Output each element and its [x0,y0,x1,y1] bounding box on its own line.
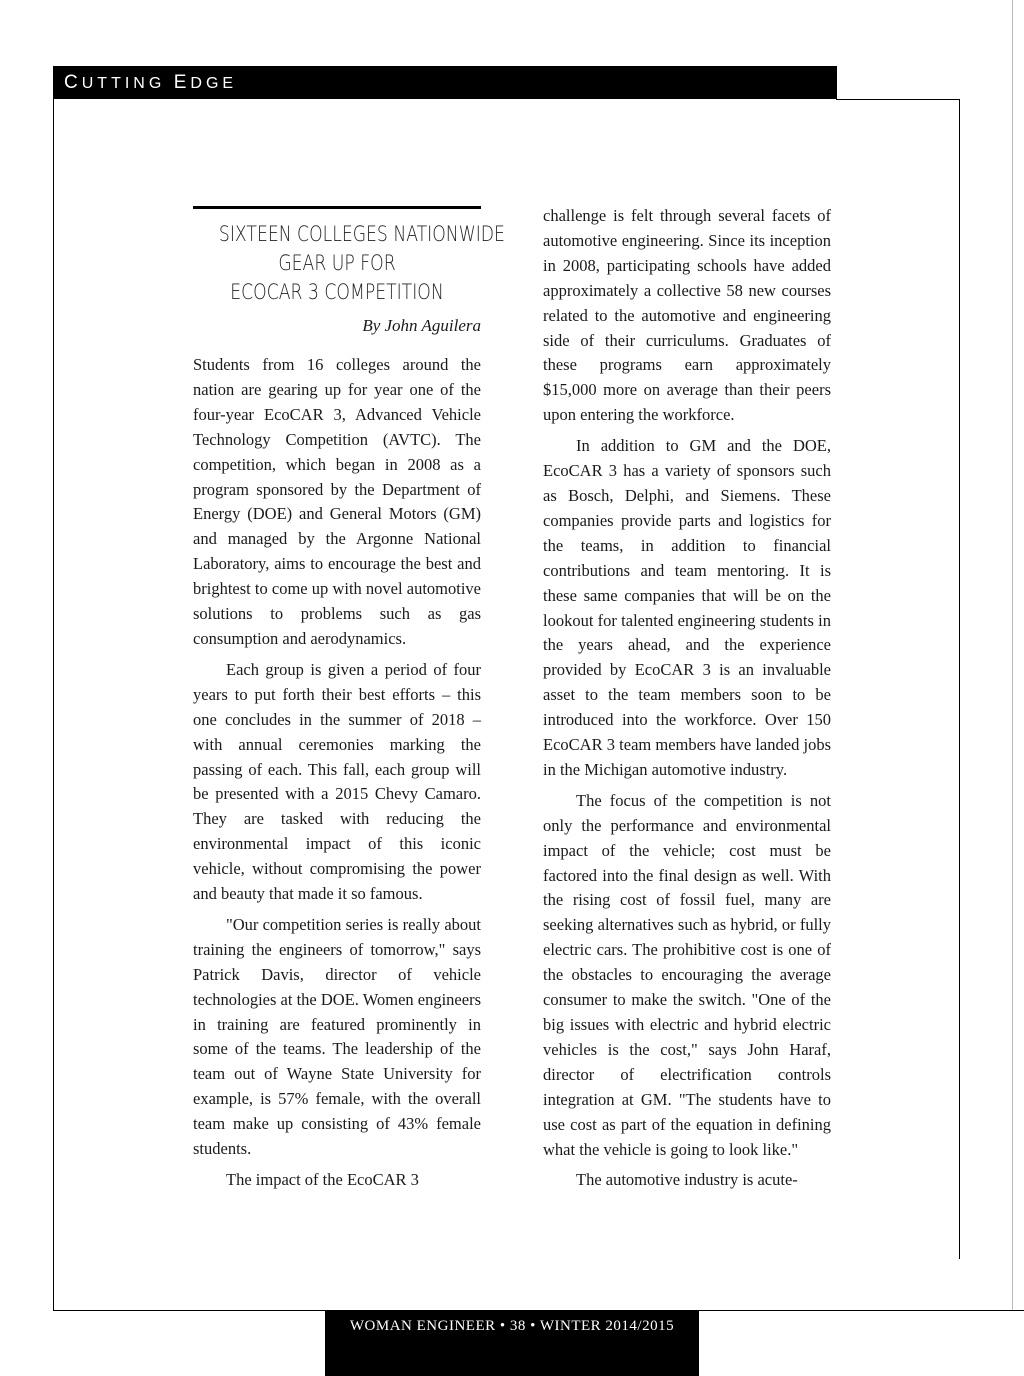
article-column-2 [543,204,831,1199]
page-footer: WOMAN ENGINEER • 38 • WINTER 2014/2015 [325,1311,699,1376]
section-label: CUTTING EDGE [64,72,238,93]
headline-line: SIXTEEN COLLEGES NATIONWIDE [218,222,505,246]
article-column-1 [193,353,481,1199]
paragraph: challenge is felt through several facets of automotive engineering. Since its inception in 2008, participating schools have added approximately a collective 58 new courses related to the automotive and engineering side of their curriculums. Graduates of these programs earn approximately $15,000 more on average than their peers upon entering the workforce. [543,206,831,425]
headline-rule [193,206,481,209]
frame-border-top [836,99,960,100]
paragraph: The focus of the competition is not only the performance and environmental impact of the vehicle; cost must be factored into the final design as well. With the rising cost of fossil fuel, many are seeking alternatives such as hybrid, or fully electric cars. The prohibitive cost is one of the obstacles to encouraging the average consumer to make the switch. "One of the big issues with electric and hybrid electric vehicles is the cost," says John Haraf, director of electrification controls integration at GM. "The students have to use cost as part of the equation in defining what the vehicle is going to look like." [543,790,831,1159]
page-edge [1012,0,1013,1310]
paragraph: Students from 16 colleges around the nation are gearing up for year one of the four-year EcoCAR 3, Advanced Vehicle Technology Competition (AVTC). The competition, which began in 2008 as a program sponsored by the Department of Energy (DOE) and General Motors (GM) and managed by the Argonne National Laboratory, aims to encourage the best and brightest to come up with novel automotive solutions to problems such as gas consumption and aerodynamics. [193,355,481,648]
article-byline: By John Aguilera [362,316,481,335]
section-header-bar [53,66,837,99]
paragraph: Each group is given a period of four years to put forth their best efforts – this one concludes in the summer of 2018 – with annual ceremonies marking the passing of each. This fall, each group will be presented with a 2015 Chevy Camaro. They are tasked with reducing the environmental impact of this iconic vehicle, without compromising the power and beauty that made it so famous. [193,659,481,904]
paragraph: The impact of the EcoCAR 3 [226,1170,419,1189]
article-headline [218,220,505,307]
paragraph: In addition to GM and the DOE, EcoCAR 3 has a variety of sponsors such as Bosch, Delphi, and Siemens. These companies provide parts and logistics for the teams, in addition to financial contributions and team mentoring. It is these same companies that will be on the lookout for talented engineering students in the years ahead, and the experience provided by EcoCAR 3 is an invaluable asset to the team members soon to be introduced into the workforce. Over 150 EcoCAR 3 team members have landed jobs in the Michigan automotive industry. [543,436,831,779]
headline-line: GEAR UP FOR [278,251,396,275]
paragraph: "Our competition series is really about training the engineers of tomorrow," says Patrick Davis, director of vehicle technologies at the DOE. Women engineers in training are featured prominently in some of the teams. The leadership of the team out of Wayne State University for example, is 57% female, with the overall team make up consisting of 43% female students. [193,914,481,1159]
paragraph: The automotive industry is acute- [576,1170,798,1190]
headline-line: ECOCAR 3 COMPETITION [230,280,444,304]
frame-border-right [959,99,960,1259]
frame-border-left [53,98,54,1311]
